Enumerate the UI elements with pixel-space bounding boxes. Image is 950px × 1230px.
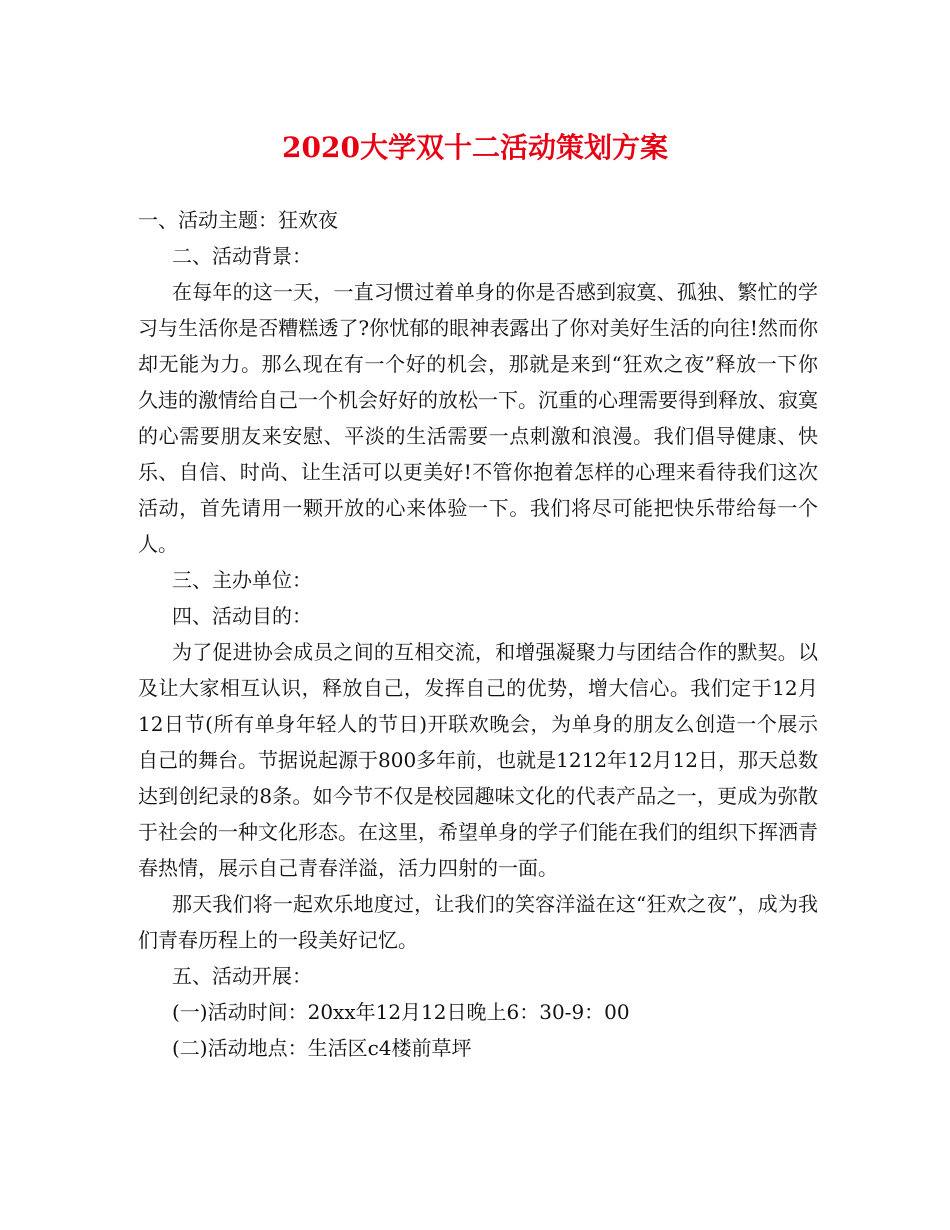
- paragraph-closing: 那天我们将一起欢乐地度过，让我们的笑容洋溢在这“狂欢之夜”，成为我们青春历程上的一段美好记忆。: [138, 892, 818, 952]
- heading-organizer: 三、主办单位：: [172, 568, 312, 592]
- heading-activity-purpose: 四、活动目的：: [172, 604, 312, 628]
- heading-activity-background: 二、活动背景：: [172, 244, 312, 268]
- item-activity-time: (一)活动时间：20xx年12月12日晚上6：30-9：00: [172, 1000, 630, 1024]
- paragraph-background: 在每年的这一天，一直习惯过着单身的你是否感到寂寞、孤独、繁忙的学习与生活你是否糟糕透了?你忧郁的眼神表露出了你对美好生活的向往!然而你却无能为力。那么现在有一个好的机会，那就是来到“狂欢之夜”释放一下你久违的激情给自己一个机会好好的放松一下。沉重的心理需要得到释放、寂寞的心需要朋友来安慰、平淡的生活需要一点刺激和浪漫。我们倡导健康、快乐、自信、时尚、让生活可以更美好!不管你抱着怎样的心理来看待我们这次活动，首先请用一颗开放的心来体验一下。我们将尽可能把快乐带给每一个人。: [138, 280, 818, 556]
- heading-activity-theme: 一、活动主题：狂欢夜: [138, 208, 338, 232]
- heading-activity-development: 五、活动开展：: [172, 964, 312, 988]
- paragraph-purpose: 为了促进协会成员之间的互相交流，和增强凝聚力与团结合作的默契。以及让大家相互认识，释放自己，发挥自己的优势，增大信心。我们定于12月12日节(所有单身年轻人的节日)开联欢晚会，为单身的朋友么创造一个展示自己的舞台。节据说起源于800多年前，也就是1212年12月12日，那天总数达到创纪录的8条。如今节不仅是校园趣味文化的代表产品之一，更成为弥散于社会的一种文化形态。在这里，希望单身的学子们能在我们的组织下挥洒青春热情，展示自己青春洋溢，活力四射的一面。: [138, 640, 818, 880]
- item-activity-location: (二)活动地点：生活区c4楼前草坪: [172, 1036, 472, 1060]
- document-title: 2020大学双十二活动策划方案: [282, 131, 668, 164]
- document-body: [138, 202, 818, 1066]
